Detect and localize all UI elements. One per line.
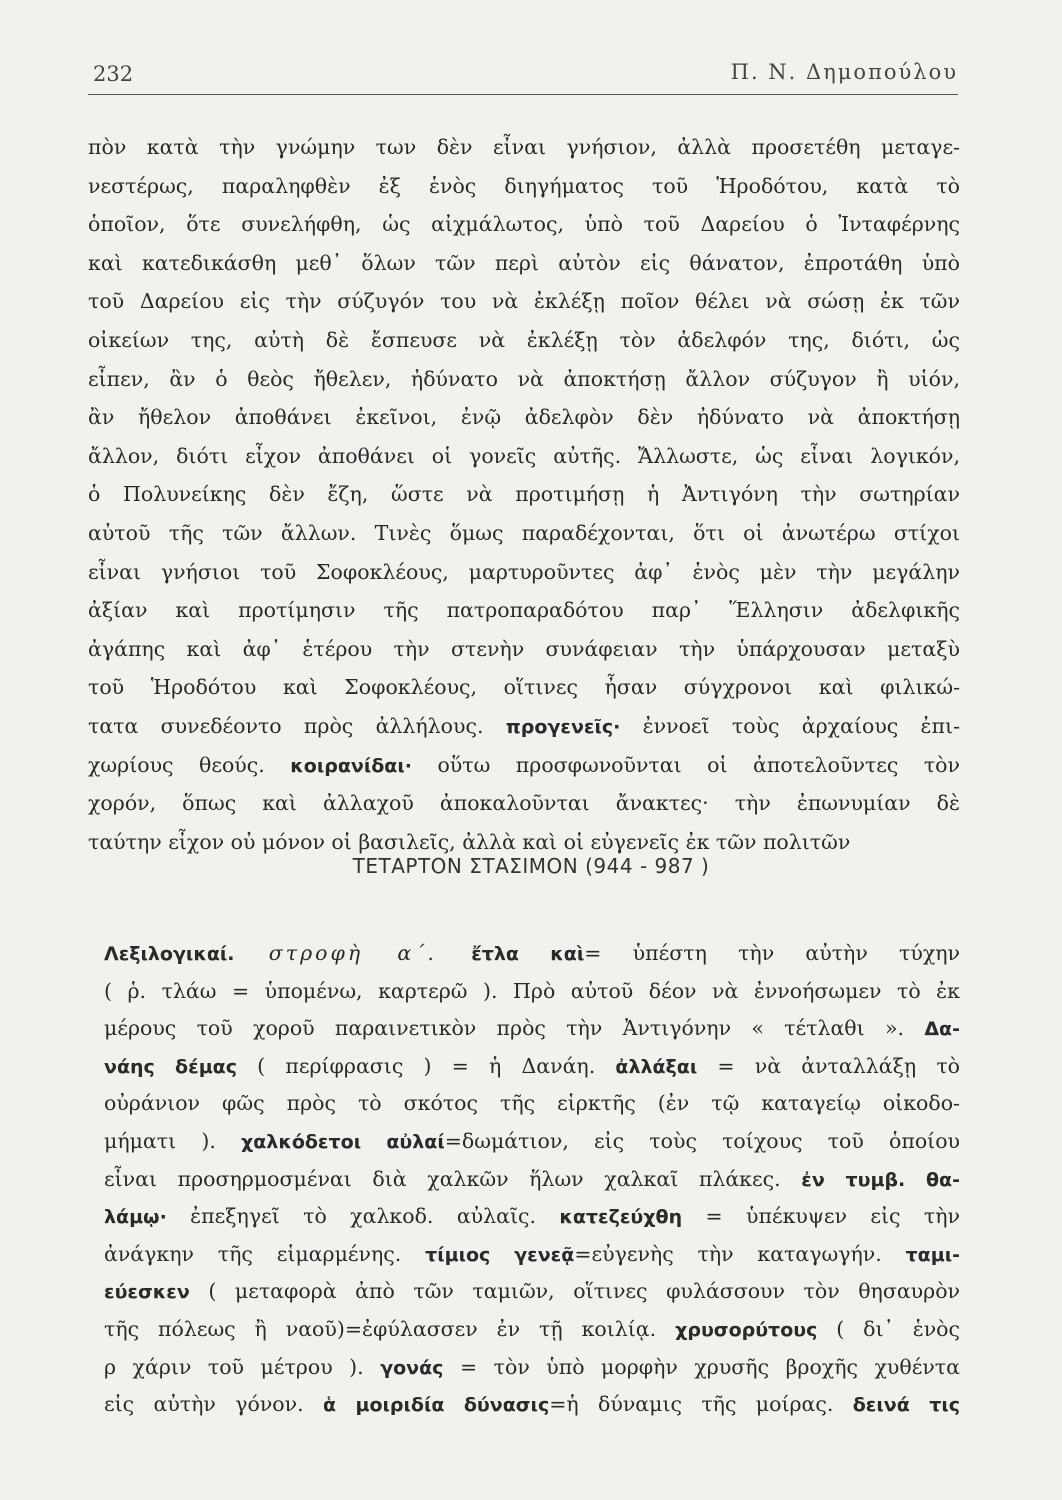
line-text: ( μεταφορὰ ἀπὸ τῶν ταμιῶν, οἵτινες φυλάσσουν τὸν θησαυρὸν [189, 1279, 960, 1304]
gloss-term: προγενεῖς· [505, 715, 621, 738]
gloss-term: ἔτλα καὶ [471, 943, 585, 965]
commentary-line [104, 1123, 960, 1161]
gloss-term: δεινά τις [852, 1394, 961, 1417]
commentary-line [104, 1198, 960, 1236]
line-text: ρ χάριν τοῦ μέτρου ). [104, 1354, 381, 1379]
text-line: εἶναι γνήσιοι τοῦ Σοφοκλέους, μαρτυροῦντες ἀφ᾽ ἑνὸς μὲν τὴν μεγάλην [88, 559, 960, 584]
strophe-label: στροφὴ α΄. [234, 941, 472, 965]
line-text: = ὑπέστη τὴν αὐτὴν τύχην [584, 941, 960, 965]
line-text: μέρους τοῦ χοροῦ παραινετικὸν πρὸς τὴν Ἀντιγόνην « τέτλαθι ». [104, 1016, 925, 1041]
text-line: καὶ κατεδικάσθη μεθ᾽ ὅλων τῶν περὶ αὐτὸν εἰς θάνατον, ἐπροτάθη ὑπὸ [88, 250, 960, 275]
text-line: οἰκείων της, αὐτὴ δὲ ἔσπευσε νὰ ἐκλέξῃ τὸν ἀδελφόν της, διότι, ὡς [88, 327, 960, 352]
text-line: ἂν ἤθελον ἀποθάνει ἐκεῖνοι, ἐνῷ ἀδελφὸν δὲν ἠδύνατο νὰ ἀποκτήσῃ [88, 405, 960, 430]
text-line [88, 707, 960, 746]
text-line: ἄλλον, διότι εἶχον ἀποθάνει οἱ γονεῖς αὐτῆς. Ἄλλωστε, ὡς εἶναι λογικόν, [88, 443, 960, 468]
text-line: χορόν, ὅπως καὶ ἀλλαχοῦ ἀποκαλοῦνται ἄνακτες· τὴν ἐπωνυμίαν δὲ [88, 791, 960, 816]
gloss-term: Δα- [924, 1018, 960, 1041]
gloss-term: κοιρανίδαι· [290, 754, 412, 777]
text-line: ὁ Πολυνείκης δὲν ἔζη, ὥστε νὰ προτιμήσῃ ἡ Ἀντιγόνη τὴν σωτηρίαν [88, 482, 960, 507]
text-line: ἀξίαν καὶ προτίμησιν τῆς πατροπαραδότου παρ᾽ Ἕλλησιν ἀδελφικῆς [88, 598, 960, 623]
commentary-line [104, 1010, 960, 1048]
text-line: ἀγάπης καὶ ἀφ᾽ ἑτέρου τὴν στενὴν συνάφειαν τὴν ὑπάρχουσαν μεταξὺ [88, 636, 960, 661]
commentary-line [104, 1386, 960, 1424]
line-text: = τὸν ὑπὸ μορφὴν χρυσῆς βροχῆς χυθέντα [443, 1354, 960, 1379]
commentary-line [104, 1048, 960, 1086]
line-text: ἐννοεῖ τοὺς ἀρχαίους ἐπι- [620, 713, 960, 738]
text-line: τοῦ Ἡροδότου καὶ Σοφοκλέους, οἵτινες ἦσαν σύγχρονοι καὶ φιλικώ- [88, 675, 960, 700]
text-line: νεστέρως, παραληφθὲν ἐξ ἑνὸς διηγήματος τοῦ Ἡροδότου, κατὰ τὸ [88, 173, 960, 198]
commentary-line [104, 1273, 960, 1311]
commentary-line [104, 1349, 960, 1387]
line-text: τῆς πόλεως ἢ ναοῦ)=ἐφύλασσεν ἐν τῇ κοιλίᾳ. [104, 1316, 676, 1341]
gloss-term: λάμῳ· [104, 1206, 167, 1229]
text-line: αὐτοῦ τῆς τῶν ἄλλων. Τινὲς ὅμως παραδέχονται, ὅτι οἱ ἀνωτέρω στίχοι [88, 520, 960, 545]
gloss-term: ἐν τυμβ. θα- [801, 1168, 960, 1191]
commentary-line [104, 1311, 960, 1349]
commentary-line [104, 1161, 960, 1199]
line-text: χωρίους θεούς. [88, 752, 291, 777]
commentary-line [104, 935, 960, 973]
section-title: ΤΕΤΑΡΤΟΝ ΣΤΑΣΙΜΟΝ (944 - 987 ) [352, 854, 710, 878]
gloss-label: Λεξιλογικαί. [104, 943, 235, 965]
gloss-term: εύεσκεν [104, 1281, 190, 1304]
page-header [88, 58, 958, 95]
page-number: 232 [93, 62, 134, 86]
line-text: ἐπεξηγεῖ τὸ χαλκοδ. αὐλαῖς. [166, 1204, 560, 1229]
gloss-term: ἁ μοιριδία δύνασις [322, 1394, 550, 1417]
text-line: τοῦ Δαρείου εἰς τὴν σύζυγόν του νὰ ἐκλέξῃ ποῖον θέλει νὰ σώσῃ ἐκ τῶν [88, 289, 960, 314]
body-text [88, 128, 960, 861]
line-text: ἀνάγκην τῆς εἱμαρμένης. [104, 1241, 426, 1266]
commentary-line: ( ῥ. τλάω = ὑπομένω, καρτερῶ ). Πρὸ αὐτοῦ δέον νὰ ἐννοήσωμεν τὸ ἐκ [104, 978, 960, 1003]
line-text: =εὐγενὴς τὴν καταγωγήν. [574, 1241, 906, 1266]
line-text: ( δι᾽ ἑνὸς [817, 1316, 960, 1341]
gloss-term: ἀλλάξαι [615, 1055, 698, 1078]
line-text: = νὰ ἀνταλλάξῃ τὸ [697, 1053, 960, 1078]
commentary-line: οὐράνιον φῶς πρὸς τὸ σκότος τῆς εἱρκτῆς (ἐν τῷ καταγείῳ οἰκοδο- [104, 1091, 960, 1116]
line-text: μήματι ). [104, 1128, 241, 1153]
gloss-term: κατεζεύχθη [559, 1206, 683, 1229]
commentary [104, 935, 960, 1424]
gloss-term: ταμι- [905, 1243, 960, 1266]
line-text: οὕτω προσφωνοῦνται οἱ ἀποτελοῦντες τὸν [411, 752, 960, 777]
text-line [88, 746, 960, 785]
text-line: ὁποῖον, ὅτε συνελήφθη, ὡς αἰχμάλωτος, ὑπὸ τοῦ Δαρείου ὁ Ἰνταφέρνης [88, 212, 960, 237]
line-text: =δωμάτιον, εἰς τοὺς τοίχους τοῦ ὁποίου [444, 1128, 960, 1153]
running-head: Π. Ν. Δημοπούλου [730, 60, 958, 84]
line-text: =ἡ δύναμις τῆς μοίρας. [549, 1392, 853, 1417]
line-text: τατα συνεδέοντο πρὸς ἀλλήλους. [88, 713, 506, 738]
commentary-line [104, 1236, 960, 1274]
text-line: ταύτην εἶχον οὐ μόνον οἱ βασιλεῖς, ἀλλὰ καὶ οἱ εὐγενεῖς ἐκ τῶν πολιτῶν [88, 829, 851, 854]
text-line: εἶπεν, ἂν ὁ θεὸς ἤθελεν, ἠδύνατο νὰ ἀποκτήσῃ ἄλλον σύζυγον ἢ υἱόν, [88, 366, 960, 391]
gloss-term: χαλκόδετοι αὐλαί [241, 1130, 445, 1153]
line-text: ( περίφρασις ) = ἡ Δανάη. [237, 1053, 616, 1078]
line-text: εἶναι προσηρμοσμέναι διὰ χαλκῶν ἥλων χαλκαῖ πλάκες. [104, 1166, 802, 1191]
gloss-term: νάης δέμας [104, 1055, 237, 1078]
gloss-term: γονάς [380, 1356, 444, 1379]
gloss-term: χρυσορύτους [675, 1318, 818, 1341]
gloss-term: τίμιος γενεᾷ [425, 1243, 575, 1266]
line-text: εἰς αὐτὴν γόνον. [104, 1392, 323, 1417]
text-line: πὸν κατὰ τὴν γνώμην των δὲν εἶναι γνήσιον, ἀλλὰ προσετέθη μεταγε- [88, 135, 960, 159]
line-text: = ὑπέκυψεν εἰς τὴν [682, 1204, 960, 1229]
